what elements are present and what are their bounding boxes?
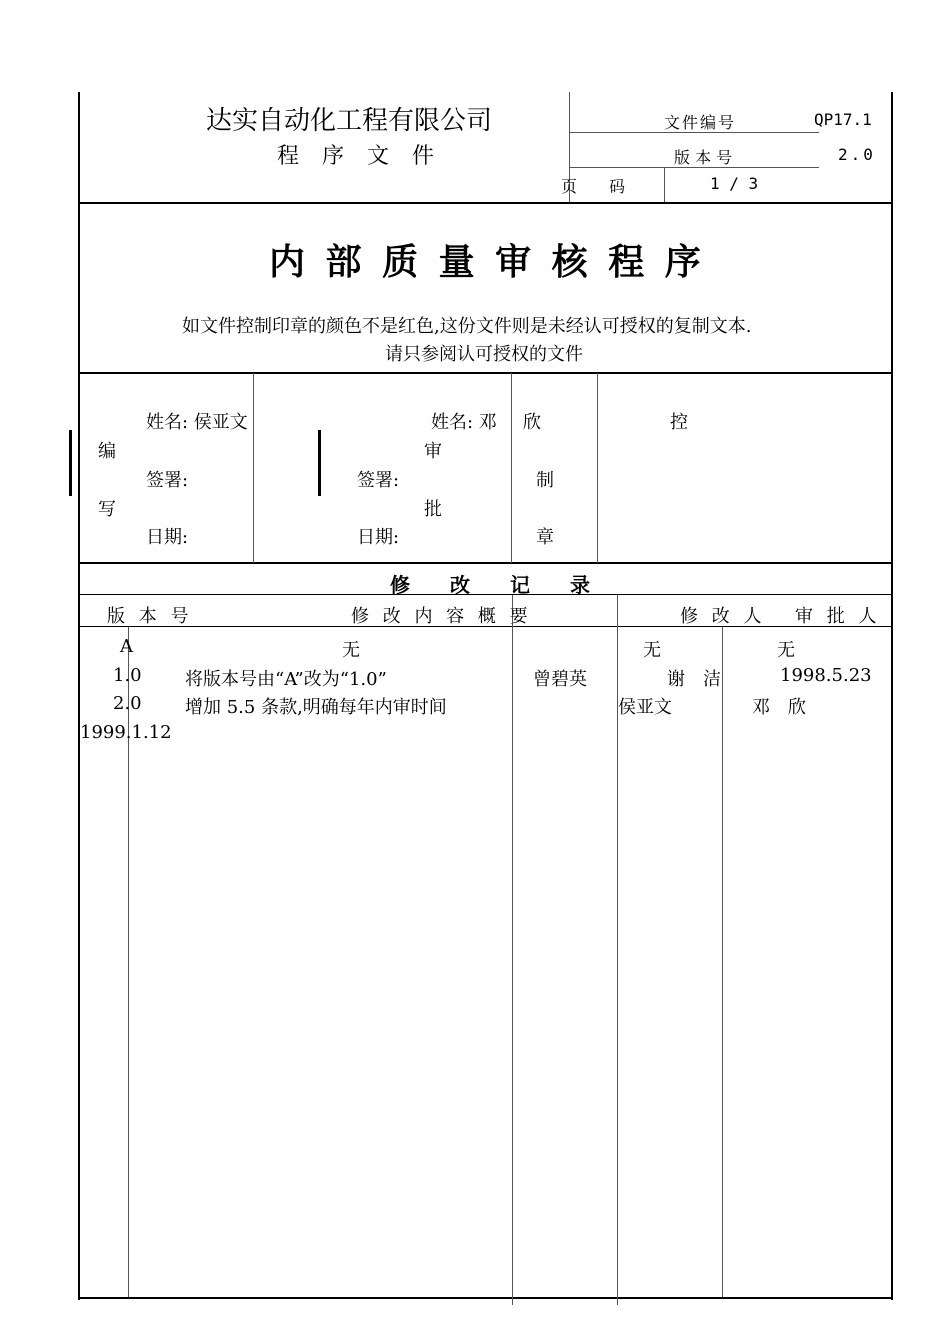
stamp-label-seal: 章 — [536, 527, 554, 548]
approver-date: 日期: — [357, 527, 400, 548]
row-version: A — [120, 636, 133, 657]
stamp-label-control: 控 — [670, 412, 688, 433]
revision-vline — [722, 627, 723, 1297]
row-date: 1999.1.12 — [80, 722, 172, 743]
page-value: 1 / 3 — [710, 174, 759, 193]
approver-name: 姓名: 邓 — [431, 412, 497, 433]
doc-number-value: QP17.1 — [814, 110, 872, 129]
sign-vline — [253, 373, 254, 563]
control-notice: 如文件控制印章的颜色不是红色,这份文件则是未经认可授权的复制文本. — [182, 316, 752, 337]
revision-vline — [512, 595, 513, 1305]
page-label: 页 码 — [561, 177, 626, 196]
approver-sign: 签署: — [357, 470, 400, 491]
frame-bottom-border — [78, 1297, 893, 1299]
author-label-bottom: 写 — [98, 499, 116, 520]
sign-mark-bar — [318, 430, 321, 496]
author-label-top: 编 — [98, 441, 116, 462]
sign-mark-bar — [69, 430, 72, 496]
sign-vline — [597, 373, 598, 563]
author-date: 日期: — [146, 527, 189, 548]
row-content: 将版本号由“A”改为“1.0” — [185, 669, 387, 690]
version-label: 版 本 号 — [674, 148, 733, 167]
frame-right-border — [891, 92, 893, 1300]
row-reviser: 曾碧英 — [533, 669, 587, 690]
row-content: 无 — [342, 640, 360, 661]
sign-bottom-rule — [78, 562, 893, 564]
sign-vline — [511, 373, 512, 563]
version-value: 2.0 — [838, 145, 876, 164]
row-approver: 无 — [777, 640, 795, 661]
approver-name-cont: 欣 — [523, 412, 541, 433]
row-reviser: 无 — [643, 640, 661, 661]
header-grid-vline — [664, 168, 665, 202]
header-bottom-rule — [78, 202, 893, 204]
title-bottom-rule — [78, 372, 893, 374]
document-title: 内 部 质 量 审 核 程 序 — [269, 242, 705, 283]
frame-left-border — [78, 92, 80, 1300]
author-name: 姓名: 侯亚文 — [146, 412, 248, 433]
column-header-version: 版 本 号 — [107, 606, 193, 627]
row-version: 2.0 — [113, 693, 142, 714]
revision-section-title: 修 改 记 录 — [390, 573, 590, 597]
approver-label-bottom: 批 — [424, 499, 442, 520]
document-type: 程 序 文 件 — [277, 144, 442, 169]
row-reviser: 侯亚文 — [618, 697, 672, 718]
row-approver: 谢 洁 — [667, 669, 721, 690]
stamp-label-make: 制 — [536, 470, 554, 491]
row-version: 1.0 — [113, 665, 142, 686]
column-header-content: 修 改 内 容 概 要 — [351, 606, 532, 627]
column-header-approver: 审 批 人 — [795, 606, 881, 627]
row-approver: 邓 欣 — [752, 697, 806, 718]
control-notice-line2: 请只参阅认可授权的文件 — [385, 344, 583, 365]
author-sign: 签署: — [146, 470, 189, 491]
column-header-reviser: 修 改 人 — [680, 606, 766, 627]
row-content: 增加 5.5 条款,明确每年内审时间 — [185, 697, 447, 718]
doc-number-label: 文件编号 — [664, 113, 737, 132]
approver-label-top: 审 — [424, 441, 442, 462]
company-name: 达实自动化工程有限公司 — [206, 106, 493, 136]
row-date: 1998.5.23 — [780, 665, 872, 686]
